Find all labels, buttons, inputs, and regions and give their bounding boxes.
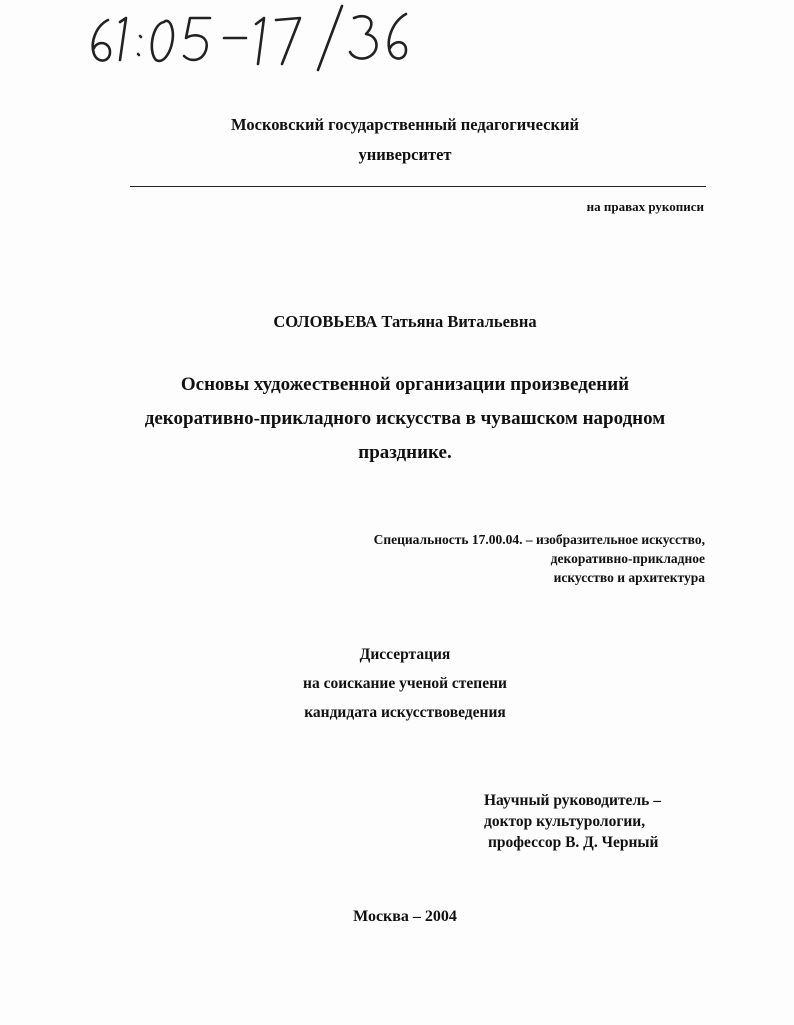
specialty-line-3: искусство и архитектура [553,570,705,585]
handwritten-catalog-number [86,2,446,72]
university-name [100,110,710,170]
advisor-block [484,790,734,853]
degree-line-1: Диссертация [359,646,451,663]
specialty-line-2: декоративно-прикладное [550,551,705,566]
specialty-line-1: Специальность 17.00.04. – изобразительное искусство, [373,532,705,547]
advisor-line-2: доктор культурологии, [484,813,646,830]
specialty-block [300,530,705,587]
degree-line-2: на соискание ученой степени [303,675,507,692]
city-year: Москва – 2004 [353,908,457,925]
degree-line-3: кандидата искусствоведения [304,704,506,721]
degree-block [200,640,610,727]
title-line-3: празднике. [358,442,452,463]
advisor-line-1: Научный руководитель – [484,792,661,809]
advisor-line-3: профессор В. Д. Черный [488,834,659,851]
author-name: СОЛОВЬЕВА Татьяна Витальевна [273,312,537,331]
manuscript-note: на правах рукописи [586,199,704,214]
title-line-2: декоративно-прикладного искусства в чувашском народном [144,408,666,429]
university-line-1: Московский государственный педагогический [231,115,579,134]
university-line-2: университет [358,145,452,164]
dissertation-title [100,368,710,470]
title-line-1: Основы художественной организации произведений [180,374,630,395]
header-divider [130,186,706,187]
